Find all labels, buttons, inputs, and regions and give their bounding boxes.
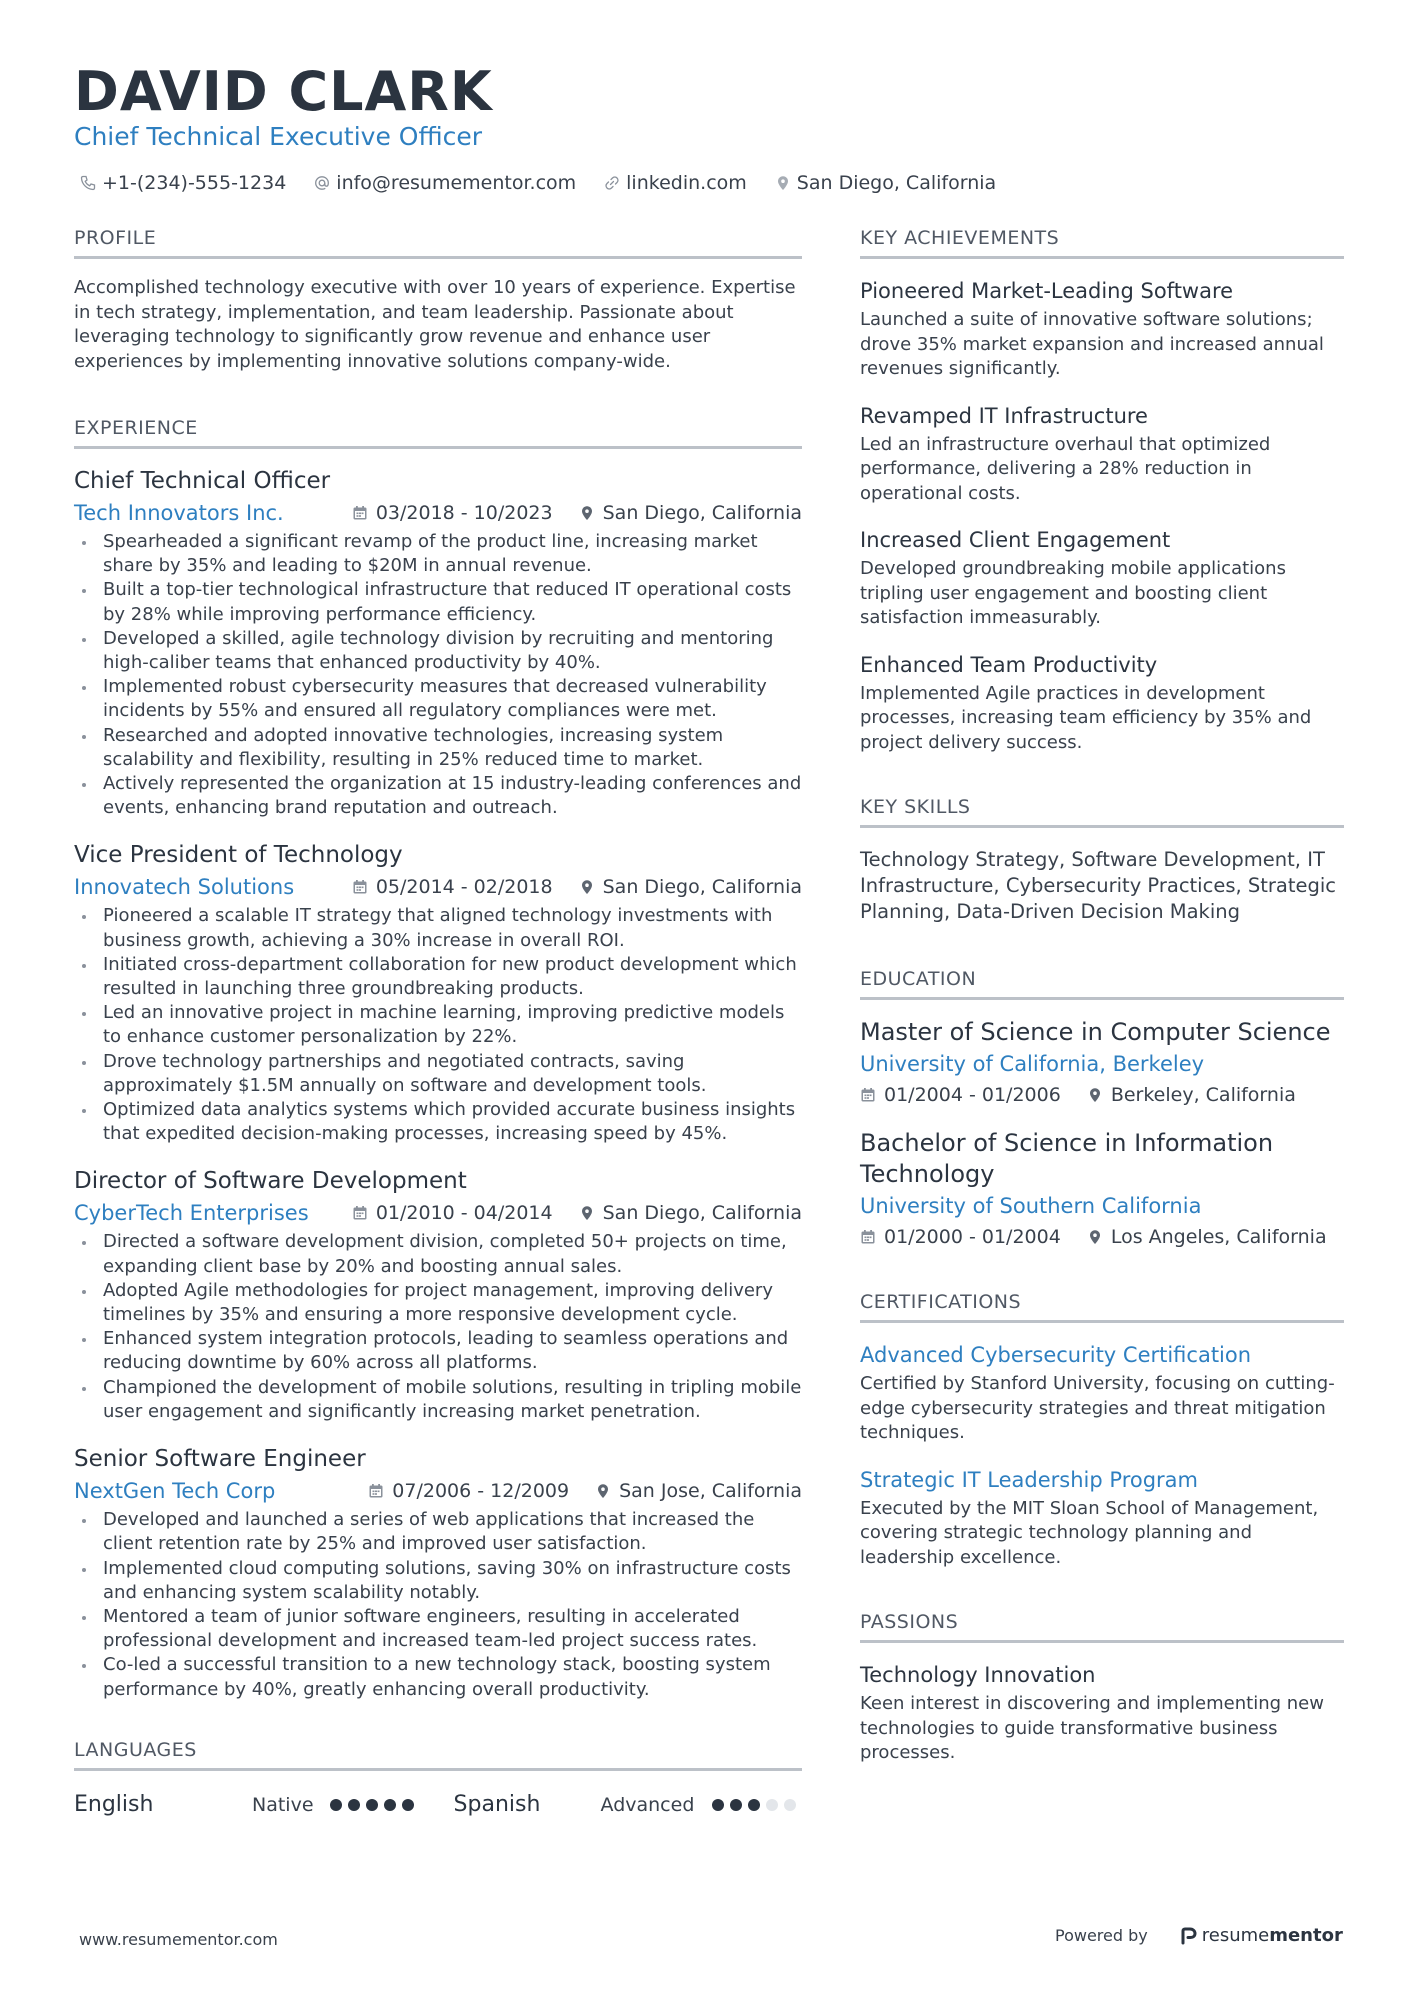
job-dates: 05/2014 - 02/2018	[375, 876, 553, 899]
achievement-title: Pioneered Market-Leading Software	[860, 279, 1234, 303]
degree-title: Bachelor of Science in Information Technology	[860, 1129, 1274, 1188]
rating-dot-filled	[748, 1799, 760, 1811]
bullet-item: Developed and launched a series of web applications that increased the client retention rate by 25% and improved user satisfaction.	[74, 1508, 802, 1556]
email-text[interactable]: info@resumementor.com	[336, 172, 577, 194]
map-pin-icon	[775, 175, 791, 191]
candidate-name: DAVID CLARK	[74, 60, 493, 123]
job-location: San Jose, California	[619, 1480, 802, 1503]
bullet-item: Implemented cloud computing solutions, saving 30% on infrastructure costs and enhancing system scalability notably.	[74, 1557, 802, 1605]
certification-item	[860, 1341, 1344, 1446]
passion-title: Technology Innovation	[860, 1663, 1096, 1687]
map-pin-icon	[579, 1205, 595, 1221]
achievement-text: Led an infrastructure overhaul that optimized performance, delivering a 28% reduction in operational costs.	[860, 433, 1271, 504]
bullet-item: Enhanced system integration protocols, leading to seamless operations and reducing downtime by 60% across all platforms.	[74, 1327, 802, 1375]
education-meta	[860, 1224, 1344, 1250]
job-dates: 03/2018 - 10/2023	[375, 502, 553, 524]
right-column	[860, 226, 1344, 1766]
rating-dots	[706, 1799, 796, 1811]
bullet-item: Drove technology partnerships and negotiated contracts, saving approximately $1.5M annually on software and development tools.	[74, 1050, 802, 1098]
company-name: Tech Innovators Inc.	[74, 501, 284, 525]
achievement-item	[860, 277, 1344, 382]
map-pin-icon	[579, 879, 595, 895]
education-location: Berkeley, California	[1110, 1084, 1296, 1106]
education-item	[860, 1017, 1344, 1108]
achievements-list	[860, 277, 1344, 755]
company-name: CyberTech Enterprises	[74, 1201, 309, 1226]
language-level: Advanced	[600, 1793, 695, 1816]
company-name: NextGen Tech Corp	[74, 1479, 276, 1504]
rating-dot-filled	[330, 1799, 342, 1811]
job-meta	[74, 1478, 802, 1504]
linkedin-text[interactable]: linkedin.com	[626, 172, 747, 194]
job-meta	[74, 500, 802, 526]
bullet-item: Championed the development of mobile solutions, resulting in tripling mobile user engagement and significantly increasing market penetration.	[74, 1376, 802, 1424]
education-list	[860, 1017, 1344, 1250]
calendar-icon	[352, 879, 368, 895]
profile-heading: PROFILE	[74, 226, 802, 259]
company-name: Innovatech Solutions	[74, 875, 295, 900]
job-dates: 01/2010 - 04/2014	[375, 1202, 553, 1225]
job-dates-location	[352, 874, 802, 900]
rating-dots	[324, 1799, 414, 1811]
rating-dot-filled	[730, 1799, 742, 1811]
certification-text: Executed by the MIT Sloan School of Management, covering strategic technology planning and leadership excellence.	[860, 1497, 1319, 1568]
education-heading: EDUCATION	[860, 967, 1344, 1000]
achievement-text: Developed groundbreaking mobile applications tripling user engagement and boosting client satisfaction immeasurably.	[860, 558, 1286, 628]
contact-bar	[80, 170, 1024, 196]
certifications-heading: CERTIFICATIONS	[860, 1290, 1344, 1323]
contact-email[interactable]	[314, 170, 576, 196]
achievement-item	[860, 651, 1344, 756]
languages-row	[74, 1791, 802, 1819]
education-dates: 01/2000 - 01/2004	[884, 1226, 1061, 1248]
powered-by-text: Powered by	[1055, 1926, 1148, 1945]
contact-phone	[80, 170, 286, 196]
achievement-text: Launched a suite of innovative software solutions; drove 35% market expansion and increased annual revenues significantly.	[860, 309, 1324, 379]
passions-heading: PASSIONS	[860, 1610, 1344, 1643]
map-pin-icon	[1087, 1087, 1103, 1103]
language-name: English	[74, 1791, 154, 1817]
phone-icon	[80, 175, 96, 191]
job-dates-location	[352, 500, 802, 526]
school-name: University of Southern California	[860, 1194, 1202, 1218]
experience-list	[74, 466, 802, 1702]
location-text: San Diego, California	[796, 172, 997, 194]
job-bullets	[74, 1230, 802, 1424]
skills-heading: KEY SKILLS	[860, 795, 1344, 828]
job-bullets	[74, 530, 802, 820]
candidate-title: Chief Technical Executive Officer	[74, 122, 483, 151]
bullet-item: Pioneered a scalable IT strategy that aligned technology investments with business growth, achieving a 30% increase in overall ROI.	[74, 904, 802, 952]
rating-dot-filled	[384, 1799, 396, 1811]
job-bullets	[74, 904, 802, 1146]
job-location: San Diego, California	[602, 1202, 802, 1225]
map-pin-icon	[579, 505, 595, 521]
skills-text: Technology Strategy, Software Development, IT Infrastructure, Cybersecurity Practices, Strategic Planning, Data-Driven Decision Making	[860, 848, 1337, 923]
degree-title: Master of Science in Computer Science	[860, 1018, 1331, 1046]
bullet-item: Optimized data analytics systems which provided accurate business insights that expedited decision-making processes, increasing speed by 45%.	[74, 1098, 802, 1146]
school-name: University of California, Berkeley	[860, 1052, 1205, 1076]
language-level: Native	[252, 1793, 314, 1816]
job-location: San Diego, California	[602, 876, 802, 899]
contact-linkedin[interactable]	[604, 170, 747, 196]
certification-item	[860, 1466, 1344, 1571]
education-item	[860, 1128, 1344, 1250]
job-entry	[74, 466, 802, 820]
achievement-item	[860, 402, 1344, 507]
contact-location	[775, 170, 996, 196]
job-entry	[74, 1166, 802, 1424]
bullet-item: Developed a skilled, agile technology division by recruiting and mentoring high-caliber teams that enhanced productivity by 40%.	[74, 627, 802, 675]
languages-heading: LANGUAGES	[74, 1738, 802, 1771]
bullet-item: Built a top-tier technological infrastructure that reduced IT operational costs by 28% while improving performance efficiency.	[74, 578, 802, 626]
rating-dot-filled	[348, 1799, 360, 1811]
bullet-item: Adopted Agile methodologies for project management, improving delivery timelines by 35% and ensuring a more responsive development cycle.	[74, 1279, 802, 1327]
language-name: Spanish	[453, 1791, 541, 1817]
left-column	[74, 226, 802, 1819]
achievements-heading: KEY ACHIEVEMENTS	[860, 226, 1344, 259]
bullet-item: Co-led a successful transition to a new technology stack, boosting system performance by 40%, greatly enhancing overall productivity.	[74, 1653, 802, 1701]
bullet-item: Spearheaded a significant revamp of the product line, increasing market share by 35% and leading to $20M in annual revenue.	[74, 530, 802, 578]
job-title: Chief Technical Officer	[74, 468, 331, 494]
bullet-item: Implemented robust cybersecurity measures that decreased vulnerability incidents by 55% and ensured all regulatory compliances were met.	[74, 675, 802, 723]
bullet-item: Directed a software development division, completed 50+ projects on time, expanding client base by 20% and boosting annual sales.	[74, 1230, 802, 1278]
passion-item	[860, 1661, 1344, 1766]
map-pin-icon	[595, 1483, 611, 1499]
bullet-item: Mentored a team of junior software engineers, resulting in accelerated professional development and increased team-led project success rates.	[74, 1605, 802, 1653]
job-meta	[74, 1200, 802, 1226]
education-dates: 01/2004 - 01/2006	[884, 1084, 1061, 1106]
calendar-icon	[860, 1229, 876, 1245]
bullet-item: Led an innovative project in machine learning, improving predictive models to enhance customer personalization by 22%.	[74, 1001, 802, 1049]
certifications-list	[860, 1341, 1344, 1570]
job-entry	[74, 1444, 802, 1702]
calendar-icon	[352, 1205, 368, 1221]
job-title: Senior Software Engineer	[74, 1446, 366, 1473]
achievement-title: Increased Client Engagement	[860, 528, 1171, 552]
certification-text: Certified by Stanford University, focusing on cutting-edge cybersecurity strategies and threat mitigation techniques.	[860, 1373, 1335, 1443]
bullet-item: Initiated cross-department collaboration for new product development which resulted in launching three groundbreaking products.	[74, 953, 802, 1001]
rating-dot-filled	[402, 1799, 414, 1811]
bullet-item: Actively represented the organization at 15 industry-leading conferences and events, enhancing brand reputation and outreach.	[74, 772, 802, 820]
footer-branding	[1055, 1925, 1343, 1946]
achievement-title: Enhanced Team Productivity	[860, 652, 1158, 677]
education-location: Los Angeles, California	[1110, 1226, 1327, 1248]
brand-name-part1: resume	[1201, 1925, 1270, 1946]
link-icon	[604, 175, 620, 191]
brand-logo	[1180, 1925, 1343, 1946]
calendar-icon	[368, 1483, 384, 1499]
rating-dot-empty	[784, 1799, 796, 1811]
experience-heading: EXPERIENCE	[74, 416, 802, 449]
job-location: San Diego, California	[602, 502, 802, 524]
brand-name-part2: mentor	[1269, 1925, 1343, 1946]
rating-dot-filled	[366, 1799, 378, 1811]
education-meta	[860, 1082, 1344, 1108]
job-title: Director of Software Development	[74, 1168, 467, 1195]
achievement-item	[860, 526, 1344, 631]
calendar-icon	[860, 1087, 876, 1103]
calendar-icon	[352, 505, 368, 521]
phone-text: +1-(234)-555-1234	[102, 172, 287, 194]
rating-dot-filled	[712, 1799, 724, 1811]
map-pin-icon	[1087, 1229, 1103, 1245]
job-entry	[74, 840, 802, 1146]
achievement-text: Implemented Agile practices in development processes, increasing team efficiency by 35% and project delivery success.	[860, 682, 1312, 753]
bullet-item: Researched and adopted innovative technologies, increasing system scalability and flexibility, resulting in 25% reduced time to market.	[74, 724, 802, 772]
footer-website[interactable]: www.resumementor.com	[79, 1930, 278, 1949]
job-meta	[74, 874, 802, 900]
achievement-title: Revamped IT Infrastructure	[860, 403, 1148, 428]
job-dates: 07/2006 - 12/2009	[392, 1480, 570, 1503]
job-bullets	[74, 1508, 802, 1702]
brand-mark-icon	[1180, 1927, 1198, 1945]
passion-text: Keen interest in discovering and implementing new technologies to guide transformative business processes.	[860, 1693, 1324, 1763]
job-dates-location	[352, 1200, 802, 1226]
at-icon	[314, 175, 330, 191]
rating-dot-empty	[766, 1799, 778, 1811]
job-dates-location	[368, 1478, 802, 1504]
passions-list	[860, 1661, 1344, 1766]
job-title: Vice President of Technology	[74, 842, 403, 869]
certification-title: Strategic IT Leadership Program	[860, 1467, 1198, 1492]
certification-title: Advanced Cybersecurity Certification	[860, 1343, 1252, 1367]
profile-summary: Accomplished technology executive with over 10 years of experience. Expertise in tech strategy, implementation, and team leadership. Passionate about leveraging technology to significantly grow revenue and enhance user experiences by implementing innovative solutions company-wide.	[74, 277, 796, 372]
